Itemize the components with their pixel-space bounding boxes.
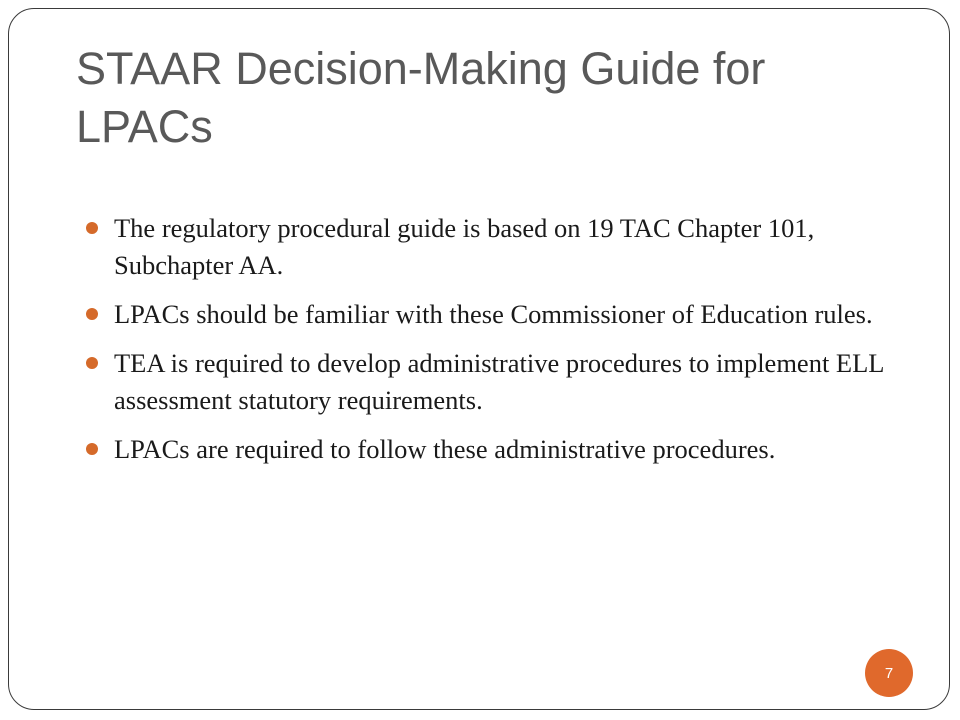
bullet-item (86, 431, 886, 468)
bullet-text: LPACs are required to follow these administrative procedures. (114, 434, 776, 464)
bullet-text: LPACs should be familiar with these Commissioner of Education rules. (114, 299, 873, 329)
bullet-item (86, 210, 886, 284)
bullet-dot-icon (86, 308, 98, 320)
bullet-dot-icon (86, 222, 98, 234)
bullet-item (86, 345, 886, 419)
bullet-text: TEA is required to develop administrative procedures to implement ELL assessment statutory requirements. (114, 348, 884, 415)
page-number-badge: 7 (865, 649, 913, 697)
bullet-item (86, 296, 886, 333)
bullet-dot-icon (86, 357, 98, 369)
bullet-list (86, 210, 886, 480)
slide-title: STAAR Decision-Making Guide for LPACs (76, 43, 766, 152)
bullet-dot-icon (86, 443, 98, 455)
bullet-text: The regulatory procedural guide is based on 19 TAC Chapter 101, Subchapter AA. (114, 213, 815, 280)
